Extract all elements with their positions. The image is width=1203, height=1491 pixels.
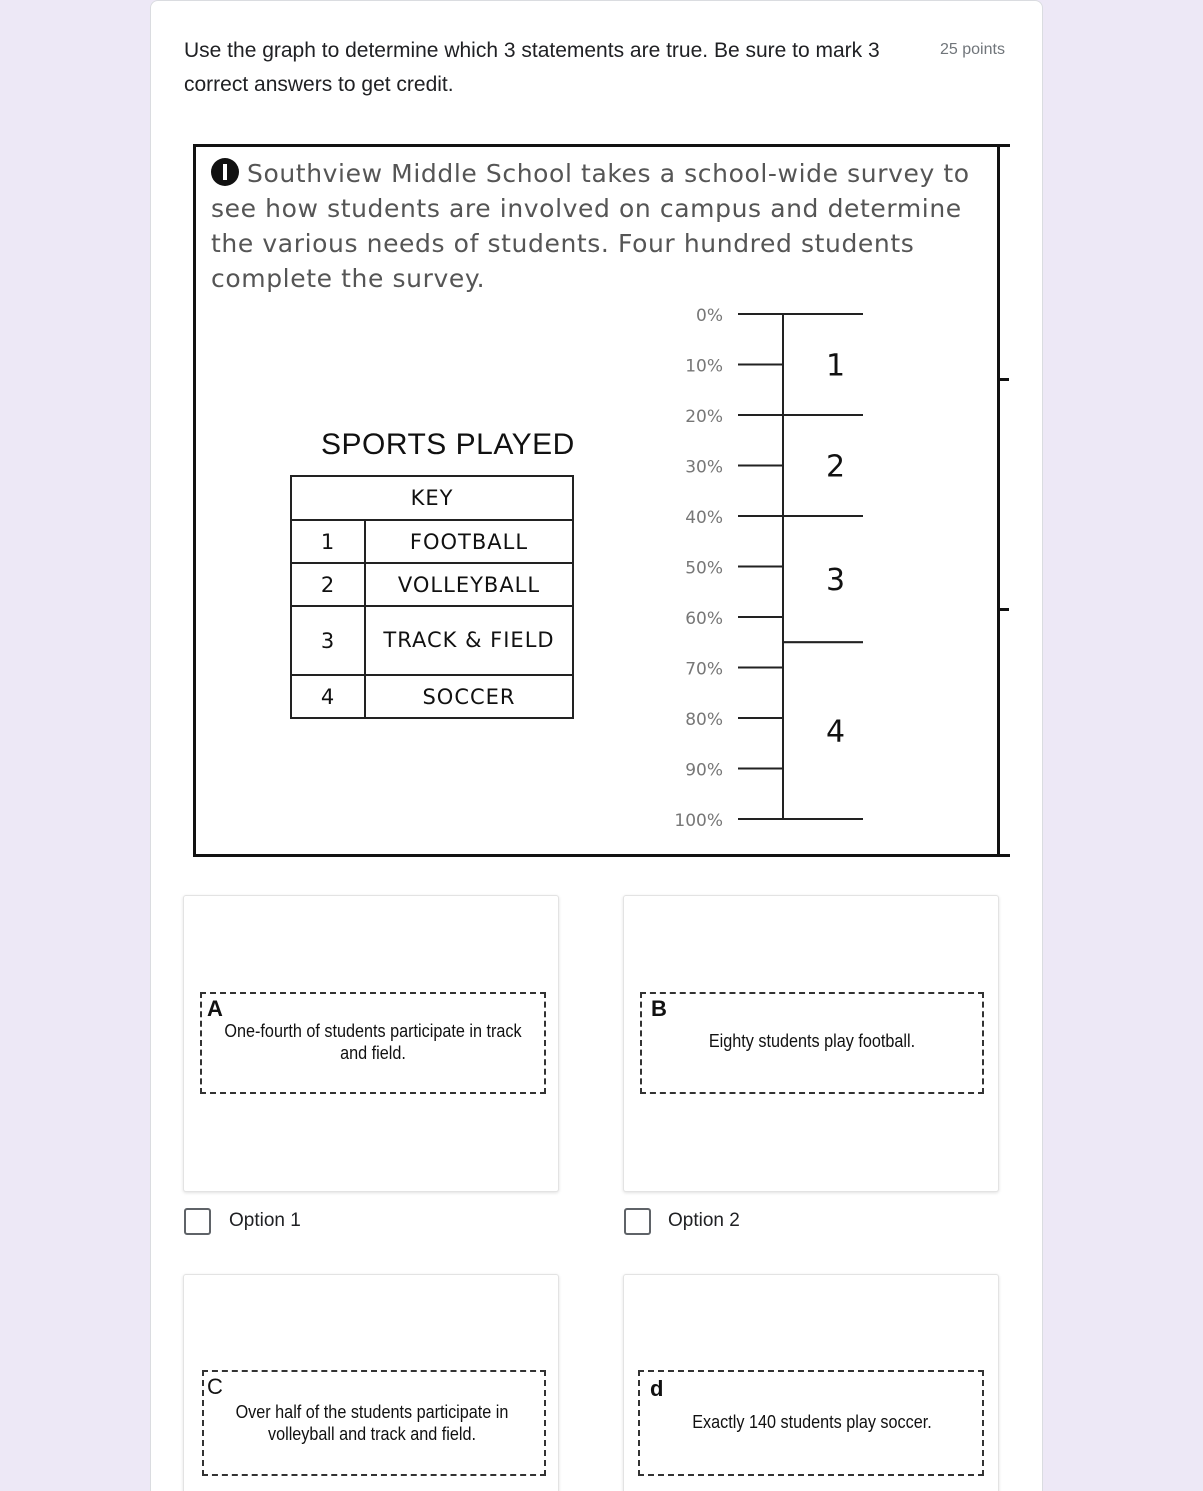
key-header: KEY — [291, 476, 573, 520]
option-card-d[interactable] — [623, 1274, 999, 1491]
axis-tick-label: 50% — [685, 558, 723, 579]
bar-segment-label: 2 — [825, 449, 846, 485]
bar-segment-3 — [783, 516, 863, 642]
axis-tick-label: 10% — [685, 356, 723, 377]
key-sport: VOLLEYBALL — [365, 563, 573, 606]
question-image — [193, 144, 1013, 857]
option-letter: C — [207, 1374, 223, 1399]
key-sport: SOCCER — [365, 675, 573, 718]
option-letter: A — [207, 996, 223, 1021]
option-statement: Eighty students play football. — [708, 1031, 916, 1051]
axis-tick-label: 80% — [685, 710, 723, 730]
axis-tick-label: 20% — [685, 407, 723, 427]
image-frame-edge — [997, 144, 1000, 857]
points-label: 25 points — [940, 41, 1005, 58]
option-letter: d — [650, 1376, 664, 1401]
axis-tick-label: 70% — [685, 659, 723, 680]
option-statement: Exactly 140 students play soccer. — [692, 1412, 932, 1432]
key-num: 2 — [291, 563, 365, 606]
axis-tick-label: 30% — [685, 457, 723, 478]
survey-intro — [211, 156, 971, 296]
bar-segment-4 — [783, 642, 863, 819]
bar-segment-label: 1 — [825, 348, 846, 384]
chart-title: SPORTS PLAYED — [321, 428, 575, 461]
axis-tick-label: 100% — [674, 811, 723, 829]
question-card — [150, 0, 1043, 1491]
number-one-icon — [211, 158, 239, 186]
key-table — [290, 475, 574, 719]
key-sport: FOOTBALL — [365, 520, 573, 563]
survey-intro-text: Southview Middle School takes a school-wide survey to see how students are involved on campus and determine the various needs of students. Four hundred students complete the survey. — [211, 159, 970, 293]
bar-segment-1 — [783, 314, 863, 415]
axis-tick-label: 60% — [685, 609, 723, 629]
frame-tick — [999, 378, 1009, 381]
bar-segment-label: 3 — [825, 563, 846, 599]
option-card-b[interactable] — [623, 895, 999, 1192]
key-num: 1 — [291, 520, 365, 563]
option-1-label[interactable]: Option 1 — [229, 1210, 301, 1231]
option-statement: One-fourth of students participate in track and field. — [224, 1021, 522, 1063]
option-statement: Over half of the students participate in volleyball and track and field. — [235, 1402, 509, 1444]
axis-tick-label: 0% — [696, 306, 723, 326]
key-num: 4 — [291, 675, 365, 718]
bar-segment-label: 4 — [825, 714, 846, 750]
option-2-label[interactable]: Option 2 — [668, 1210, 740, 1231]
option-1-checkbox[interactable] — [184, 1208, 211, 1235]
axis-tick-label: 40% — [685, 508, 723, 528]
frame-tick — [999, 608, 1009, 611]
bar-segment-2 — [783, 415, 863, 516]
option-2-checkbox[interactable] — [624, 1208, 651, 1235]
axis-tick-label: 90% — [685, 760, 723, 781]
key-num: 3 — [291, 606, 365, 675]
percent-bar-chart — [633, 299, 863, 829]
key-sport: TRACK & FIELD — [365, 606, 573, 675]
option-card-a[interactable] — [183, 895, 559, 1192]
question-text: Use the graph to determine which 3 statements are true. Be sure to mark 3 correct answers to get credit. — [184, 39, 880, 96]
option-card-c[interactable] — [183, 1274, 559, 1491]
option-letter: B — [651, 996, 667, 1021]
